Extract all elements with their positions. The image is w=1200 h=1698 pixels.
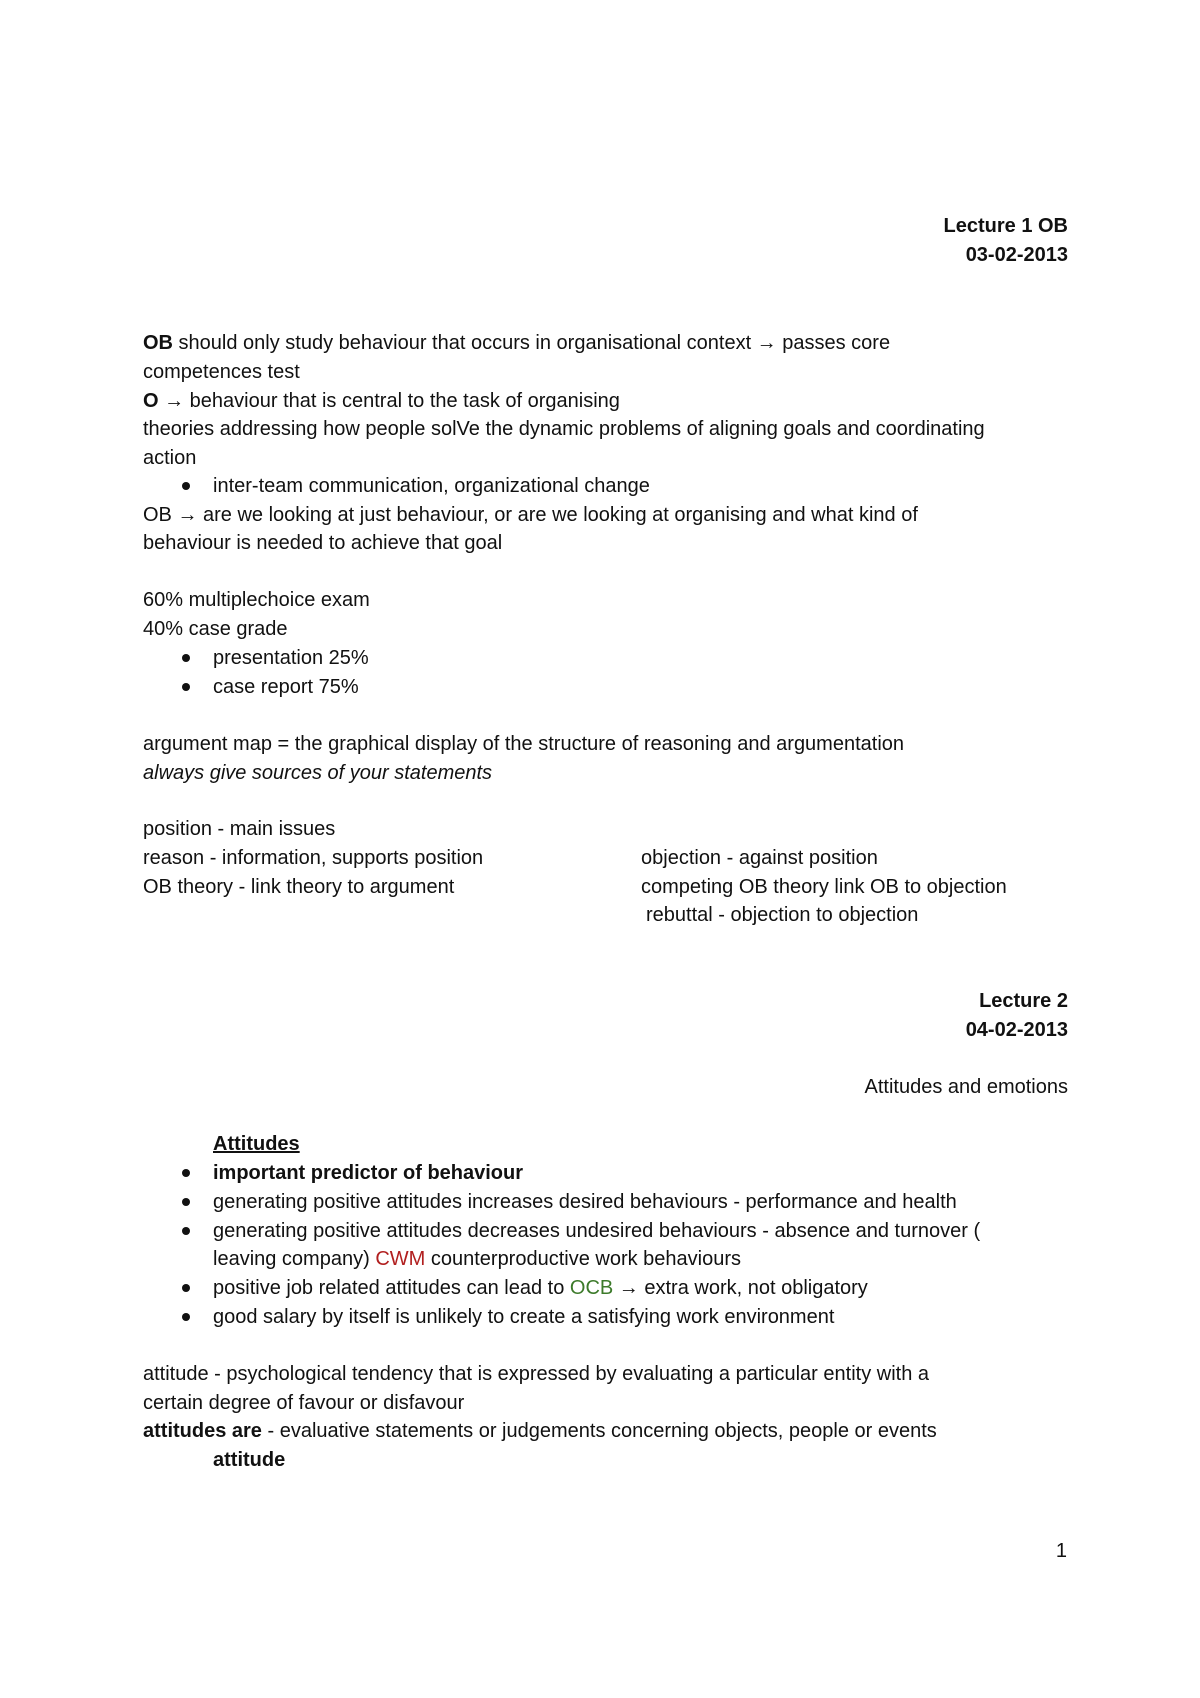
lecture1-paragraph-1 <box>143 330 890 356</box>
lecture2-subtitle: Attitudes and emotions <box>864 1076 1068 1098</box>
attitudes-are-definition <box>143 1418 937 1444</box>
lecture1-paragraph-1-cont: competences test <box>143 361 300 383</box>
lecture1-paragraph-3: theories addressing how people solVe the dynamic problems of aligning goals and coordinating <box>143 418 985 440</box>
argument-map-definition: argument map = the graphical display of the structure of reasoning and argumentation <box>143 733 905 755</box>
attitude-definition: attitude - psychological tendency that is expressed by evaluating a particular entity with a <box>143 1363 929 1385</box>
bullet-icon <box>182 654 190 662</box>
bullet-icon <box>182 1227 190 1235</box>
attitudes-bullet-5: good salary by itself is unlikely to create a satisfying work environment <box>213 1306 835 1328</box>
paragraph-text: should only study behaviour that occurs in organisational context → passes core <box>173 332 891 354</box>
attitude-definition-cont: certain degree of favour or disfavour <box>143 1392 465 1414</box>
objection-line: objection - against position <box>641 847 878 869</box>
paragraph-text: → behaviour that is central to the task of organising <box>158 390 620 412</box>
bullet-icon <box>182 482 190 490</box>
definition-text: - evaluative statements or judgements concerning objects, people or events <box>261 1420 937 1442</box>
attitudes-are-term: attitudes are <box>143 1420 262 1442</box>
bullet-text: counterproductive work behaviours <box>425 1248 742 1270</box>
o-term: O <box>143 390 159 412</box>
cwm-term: CWM <box>375 1248 426 1270</box>
lecture1-paragraph-2 <box>143 388 620 414</box>
bullet-text: → extra work, not obligatory <box>613 1277 868 1299</box>
lecture1-paragraph-4-cont: behaviour is needed to achieve that goal <box>143 532 503 554</box>
attitude-subheading: attitude <box>213 1449 286 1471</box>
bullet-text: positive job related attitudes can lead to <box>213 1277 570 1299</box>
bullet-icon <box>182 1169 190 1177</box>
bullet-text: leaving company) <box>213 1248 376 1270</box>
competing-theory-line: competing OB theory link OB to objection <box>641 876 1007 898</box>
bullet-icon <box>182 1284 190 1292</box>
ocb-term: OCB <box>569 1277 614 1299</box>
lecture1-paragraph-4: OB → are we looking at just behaviour, or are we looking at organising and what kind of <box>143 504 918 526</box>
rebuttal-line: rebuttal - objection to objection <box>646 904 919 926</box>
ob-theory-line: OB theory - link theory to argument <box>143 876 455 898</box>
grade-exam: 60% multiplechoice exam <box>143 589 370 611</box>
grade-bullet-presentation: presentation 25% <box>213 647 369 669</box>
grade-case: 40% case grade <box>143 618 288 640</box>
attitudes-bullet-1: important predictor of behaviour <box>213 1162 524 1184</box>
bullet-icon <box>182 1198 190 1206</box>
position-line: position - main issues <box>143 818 336 840</box>
lecture2-date: 04-02-2013 <box>965 1019 1068 1041</box>
bullet-icon <box>182 683 190 691</box>
lecture2-title: Lecture 2 <box>979 990 1068 1012</box>
attitudes-bullet-3: generating positive attitudes decreases undesired behaviours - absence and turnover ( <box>213 1220 981 1242</box>
attitudes-bullet-2: generating positive attitudes increases desired behaviours - performance and health <box>213 1191 957 1213</box>
sources-note: always give sources of your statements <box>143 762 493 784</box>
lecture1-bullet-1: inter-team communication, organizational change <box>213 475 650 497</box>
reason-line: reason - information, supports position <box>143 847 484 869</box>
lecture1-date: 03-02-2013 <box>965 244 1068 266</box>
ob-term: OB <box>143 332 173 354</box>
attitudes-heading: Attitudes <box>213 1133 300 1155</box>
page-number: 1 <box>1055 1540 1067 1562</box>
grade-bullet-report: case report 75% <box>213 676 359 698</box>
lecture1-paragraph-3-cont: action <box>143 447 197 469</box>
bullet-icon <box>182 1313 190 1321</box>
lecture1-title: Lecture 1 OB <box>943 215 1068 237</box>
attitudes-bullet-4 <box>213 1275 868 1301</box>
attitudes-bullet-3-cont <box>213 1246 741 1272</box>
